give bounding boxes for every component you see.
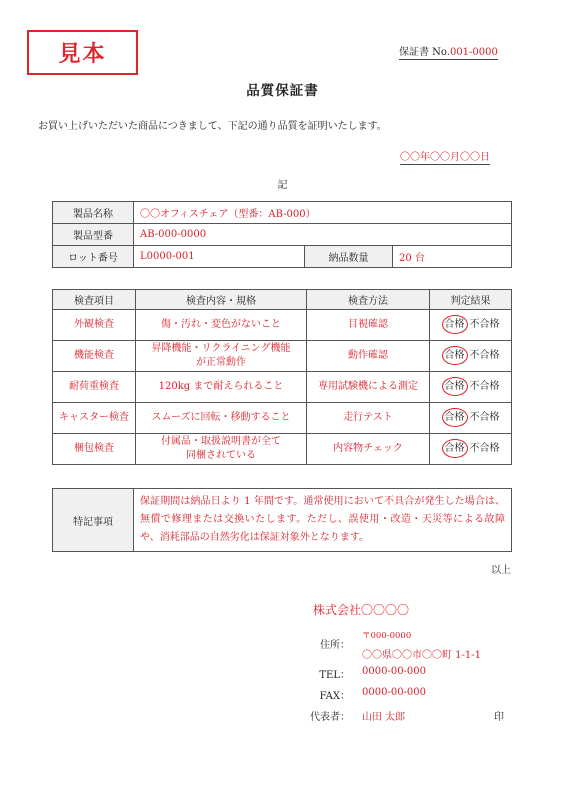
document-title: 品質保証書 (246, 83, 319, 99)
notes-text: 保証期間は納品日より 1 年間です。通常使用において不具合が発生した場合は、無償で修理または交換いたします。ただし、誤使用・改造・天災等による故障や、消耗部品の自然劣化は保証対象外となります。 (134, 489, 512, 552)
inspection-method: 専用試験機による測定 (307, 372, 430, 403)
inspection-result (430, 341, 512, 372)
notes-table (52, 488, 512, 552)
fax-label: FAX： (319, 691, 350, 702)
fail-option: 不合格 (469, 350, 500, 361)
certificate-number-value: 001-0000 (449, 47, 498, 58)
quantity-label: 納品数量 (305, 246, 393, 268)
representative-value: 山田 太郎 (362, 712, 406, 723)
product-info-table (52, 201, 512, 268)
inspection-result (430, 403, 512, 434)
inspection-item: 機能検査 (53, 341, 136, 372)
inspection-table (52, 289, 512, 465)
fail-option: 不合格 (469, 412, 500, 423)
pass-circled: 合格 (442, 377, 468, 396)
table-row (53, 310, 512, 341)
address-value: 〇〇県〇〇市〇〇町 1-1-1 (362, 650, 482, 661)
table-row (53, 341, 512, 372)
tel-label: TEL： (319, 670, 350, 681)
inspection-content: 付属品・取扱説明書が全て同梱されている (136, 434, 307, 465)
issue-date: 〇〇年〇〇月〇〇日 (400, 148, 490, 165)
sample-stamp: 見本 (27, 30, 138, 75)
product-model-value: AB-000-0000 (134, 224, 512, 246)
pass-circled: 合格 (442, 346, 468, 365)
postal-code: 〒000-0000 (362, 631, 412, 641)
notes-label: 特記事項 (53, 489, 134, 552)
inspection-method: 走行テスト (307, 403, 430, 434)
quantity-value: 20 台 (393, 246, 512, 268)
header-content: 検査内容・規格 (136, 290, 307, 310)
table-row (53, 403, 512, 434)
inspection-content: 傷・汚れ・変色がないこと (136, 310, 307, 341)
inspection-result (430, 372, 512, 403)
closing-text: 以上 (491, 565, 511, 576)
seal-mark: 印 (494, 712, 504, 723)
header-method: 検査方法 (307, 290, 430, 310)
fail-option: 不合格 (469, 319, 500, 330)
inspection-method: 動作確認 (307, 341, 430, 372)
inspection-method: 内容物チェック (307, 434, 430, 465)
inspection-content: 昇降機能・リクライニング機能が正常動作 (136, 341, 307, 372)
intro-text: お買い上げいただいた商品につきまして、下記の通り品質を証明いたします。 (38, 121, 387, 132)
certificate-number-label: 保証書 No. (399, 47, 450, 58)
inspection-item: 外観検査 (53, 310, 136, 341)
inspection-method: 目視確認 (307, 310, 430, 341)
product-name-label: 製品名称 (53, 202, 134, 224)
company-name: 株式会社〇〇〇〇 (313, 603, 410, 617)
inspection-item: 梱包検査 (53, 434, 136, 465)
inspection-content: 120kg まで耐えられること (136, 372, 307, 403)
tel-value: 0000-00-000 (362, 666, 427, 677)
header-item: 検査項目 (53, 290, 136, 310)
table-row (53, 434, 512, 465)
ki-heading: 記 (277, 180, 288, 191)
inspection-result (430, 434, 512, 465)
lot-number-value: L0000-001 (134, 246, 305, 268)
certificate-number (399, 43, 498, 60)
inspection-item: キャスター検査 (53, 403, 136, 434)
inspection-content: スムーズに回転・移動すること (136, 403, 307, 434)
pass-circled: 合格 (442, 315, 468, 334)
table-row (53, 372, 512, 403)
pass-circled: 合格 (442, 439, 468, 458)
fail-option: 不合格 (469, 443, 500, 454)
representative-label: 代表者： (310, 712, 350, 723)
inspection-item: 耐荷重検査 (53, 372, 136, 403)
lot-number-label: ロット番号 (53, 246, 134, 268)
product-model-label: 製品型番 (53, 224, 134, 246)
header-result: 判定結果 (430, 290, 512, 310)
address-label: 住所： (320, 640, 350, 651)
inspection-result (430, 310, 512, 341)
fail-option: 不合格 (469, 381, 500, 392)
pass-circled: 合格 (442, 408, 468, 427)
fax-value: 0000-00-000 (362, 687, 427, 698)
product-name-value: 〇〇オフィスチェア（型番：AB-000） (134, 202, 512, 224)
